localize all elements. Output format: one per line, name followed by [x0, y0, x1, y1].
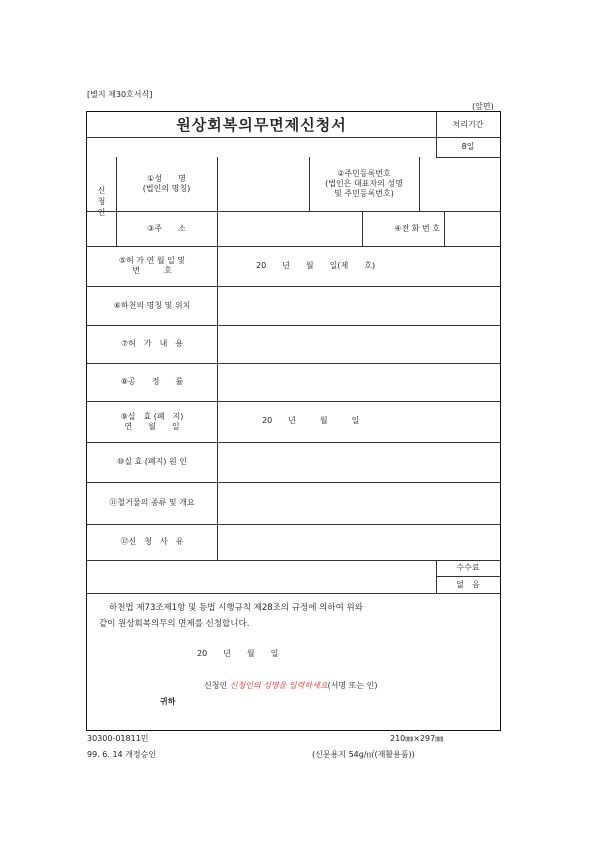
applicant-prefix: 신청인	[204, 681, 228, 690]
permit-content-label: ⑦허 가 내 용	[120, 339, 184, 348]
phone-label: ④전 화 번 호	[394, 223, 440, 233]
application-form	[86, 111, 501, 731]
phone-field[interactable]	[445, 212, 500, 246]
signature-suffix: (서명 또는 인)	[327, 681, 378, 690]
page-side-label: (앞면)	[472, 102, 494, 111]
name-field[interactable]	[218, 158, 308, 211]
processing-period-label: 처리기간	[452, 119, 484, 129]
expiry-date-label: ⑨실 효 (폐 지) 연 월 일	[120, 411, 184, 431]
expiry-date-field[interactable]: 20 년 월 일	[262, 416, 360, 425]
signature-line	[204, 680, 378, 691]
apply-reason-label: ⑫신 청 사 유	[120, 537, 184, 546]
rrn-label: ②주민등록번호 (법인은 대표자의 성명 및 주민등록번호)	[325, 169, 403, 198]
applicant-name-input[interactable]: 신청인의 성명을 입력하세요	[229, 681, 328, 690]
work-rate-field[interactable]	[218, 364, 500, 401]
name-label: ①성 명 (법인의 명칭)	[142, 174, 191, 193]
form-title: 원상회복의무면제신청서	[176, 115, 347, 134]
processing-period-value: 8일	[461, 142, 475, 151]
permit-date-field[interactable]: 20 년 월 일(제 호)	[256, 260, 376, 270]
form-code: 30300-01811민	[87, 734, 149, 743]
river-field[interactable]	[218, 287, 500, 325]
fee-value: 없 음	[456, 579, 480, 589]
applicant-section-label: 신 청 인	[97, 186, 106, 217]
form-reference: [별지 제30호서식]	[87, 90, 153, 99]
work-rate-label: ⑧공 정 률	[120, 377, 184, 386]
permit-content-field[interactable]	[218, 326, 500, 363]
structure-label: ⑪철거물의 종류 및 개요	[109, 498, 195, 507]
apply-reason-field[interactable]	[218, 525, 500, 560]
paper-type: (신문용지 54g/㎡(재활용품))	[312, 750, 415, 759]
address-label: ③주 소	[147, 223, 186, 233]
recipient-label: 귀하	[160, 697, 176, 706]
fee-label: 수수료	[456, 563, 480, 572]
statement-line-2: 같이 원상회복의무의 면제를 신청합니다.	[99, 619, 250, 629]
expiry-reason-field[interactable]	[218, 443, 500, 482]
date-line[interactable]: 20 년 월 일	[197, 649, 279, 658]
structure-field[interactable]	[218, 483, 500, 524]
rrn-field[interactable]	[420, 158, 500, 211]
statement-line-1: 하천법 제73조제1항 및 동법 시행규칙 제28조의 규정에 의하여 위와	[109, 603, 363, 613]
paper-size: 210㎜×297㎜	[390, 734, 444, 743]
approval-date: 99. 6. 14 개정승인	[87, 750, 157, 759]
expiry-reason-label: ⑩실 효 (폐지) 원 인	[117, 457, 187, 466]
river-label: ⑥하천의 명칭 및 위치	[113, 300, 191, 310]
permit-date-label: ⑤허 가 연 월 일 및 번 호	[118, 256, 186, 275]
address-field[interactable]	[218, 212, 361, 246]
